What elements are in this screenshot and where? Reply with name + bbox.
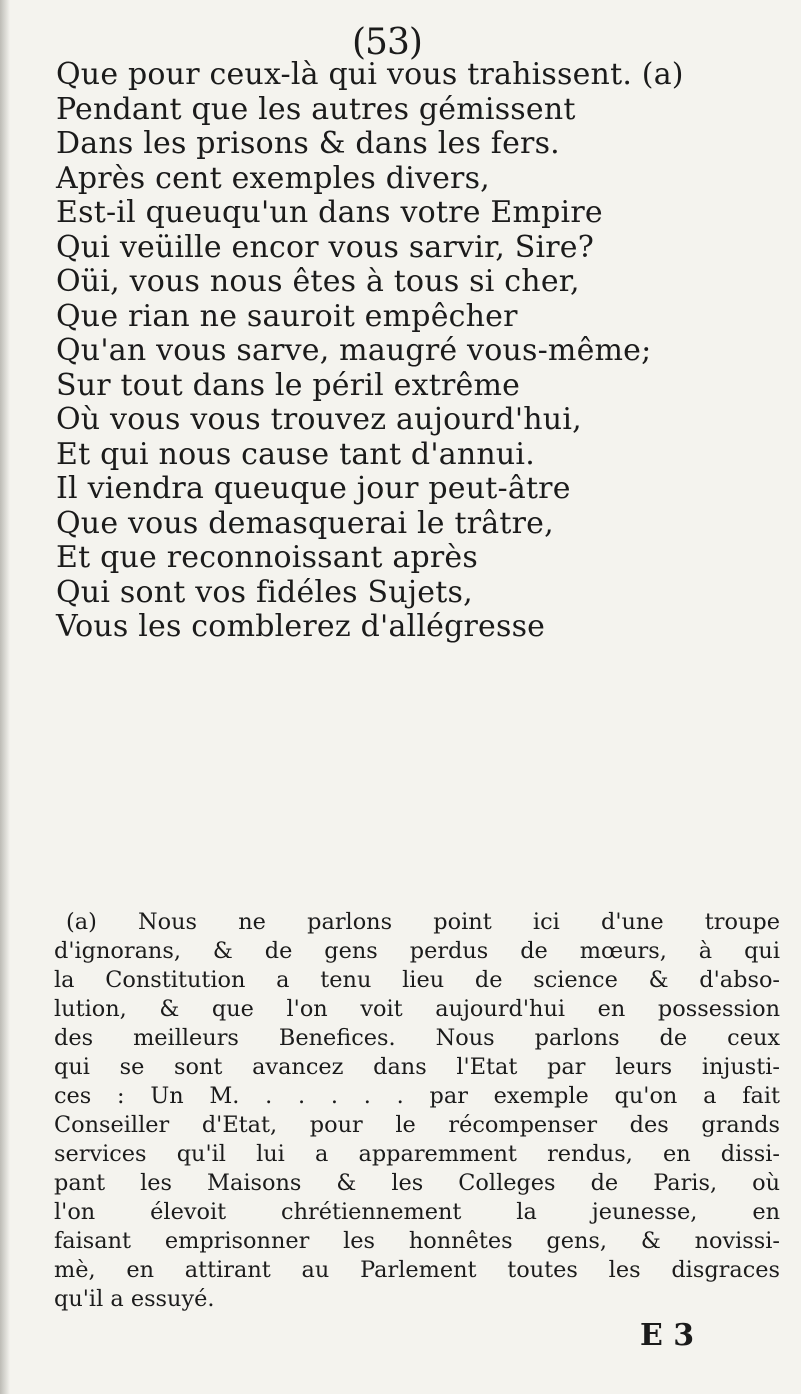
footnote-line: des meilleurs Benefices. Nous parlons de ceux	[54, 1025, 780, 1051]
verse-line: Oüi, vous nous êtes à tous si cher,	[56, 264, 580, 299]
footnote-line: lution, & que l'on voit aujourd'hui en possession	[54, 996, 780, 1022]
verse-line: Que rian ne sauroit empêcher	[56, 298, 518, 334]
footnote	[54, 908, 780, 1314]
verse-line: Après cent exemples divers,	[56, 160, 490, 196]
signature-mark: E 3	[640, 1318, 695, 1353]
verse-line: Qui veüille encor vous sarvir, Sire?	[56, 229, 595, 265]
verse-line: Il viendra queuque jour peut-âtre	[56, 471, 571, 506]
verse-line: Vous les comblerez d'allégresse	[56, 609, 546, 644]
poem-text	[56, 58, 796, 645]
footnote-line: pant les Maisons & les Colleges de Paris, où	[54, 1170, 780, 1196]
footnote-line: l'on élevoit chrétiennement la jeunesse, en	[54, 1199, 780, 1225]
verse-line: Que vous demasquerai le trâtre,	[56, 505, 554, 541]
verse-line: Est-il queuqu'un dans votre Empire	[56, 195, 603, 230]
footnote-line: (a) Nous ne parlons point ici d'une troupe	[66, 909, 780, 935]
verse-line: Et que reconnoissant après	[56, 540, 478, 575]
footnote-line: qu'il a essuyé.	[54, 1286, 215, 1312]
verse-line: Dans les prisons & dans les fers.	[56, 126, 560, 161]
verse-line: Que pour ceux-là qui vous trahissent. (a)	[56, 57, 684, 92]
verse-line: Pendant que les autres gémissent	[56, 91, 576, 127]
verse-line: Et qui nous cause tant d'annui.	[56, 436, 535, 472]
page-number: (53)	[352, 22, 422, 63]
footnote-line: la Constitution a tenu lieu de science & d'abso-	[54, 967, 780, 993]
page-binding-shadow	[0, 0, 10, 1394]
footnote-line: faisant emprisonner les honnêtes gens, & novissi-	[54, 1228, 780, 1254]
footnote-line: Conseiller d'Etat, pour le récompenser des grands	[54, 1112, 780, 1138]
footnote-line: ces : Un M. . . . . . par exemple qu'on a fait	[54, 1083, 780, 1109]
footnote-line: qui se sont avancez dans l'Etat par leurs injusti-	[54, 1054, 780, 1080]
footnote-line: services qu'il lui a apparemment rendus, en dissi-	[54, 1141, 780, 1167]
footnote-line: mè, en attirant au Parlement toutes les disgraces	[54, 1257, 780, 1283]
footnote-line: d'ignorans, & de gens perdus de mœurs, à qui	[54, 938, 780, 964]
verse-line: Sur tout dans le péril extrême	[56, 367, 521, 403]
verse-line: Qu'an vous sarve, maugré vous-même;	[56, 333, 652, 368]
verse-line: Qui sont vos fidéles Sujets,	[56, 574, 473, 610]
verse-line: Où vous vous trouvez aujourd'hui,	[56, 402, 582, 437]
